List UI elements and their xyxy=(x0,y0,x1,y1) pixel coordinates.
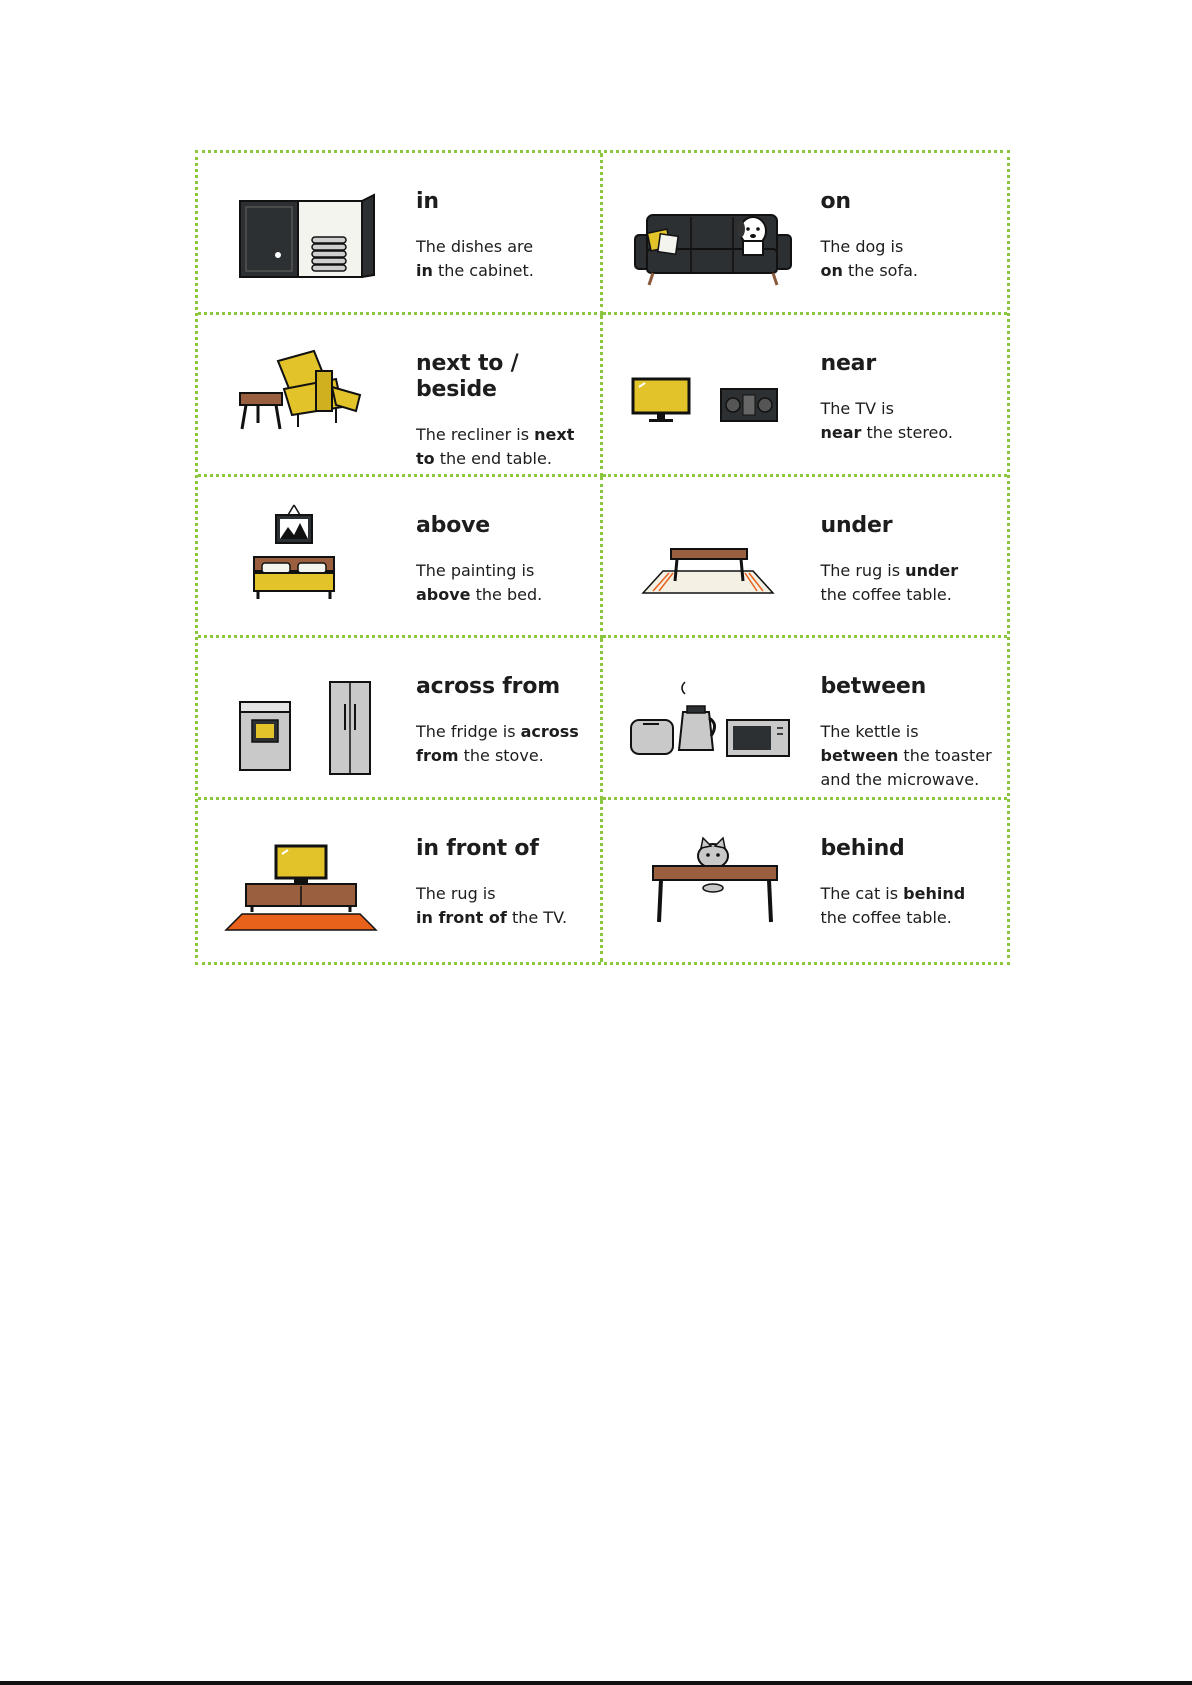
preposition-highlight: above xyxy=(416,584,471,604)
card-above xyxy=(198,477,603,639)
preposition-highlight: to xyxy=(416,448,435,468)
card-next-to xyxy=(198,315,603,477)
card-near xyxy=(603,315,1008,477)
card-illustration xyxy=(623,169,793,299)
sentence-text: The fridge is xyxy=(416,722,521,742)
card-sentence xyxy=(416,882,592,930)
preposition-highlight: behind xyxy=(903,884,966,904)
sentence-text: The painting is xyxy=(416,560,535,580)
prepositions-card-grid xyxy=(195,150,1010,965)
card-illustration xyxy=(623,493,793,623)
toaster-kettle-microwave-icon xyxy=(623,654,793,784)
preposition-highlight: from xyxy=(416,746,459,766)
card-text xyxy=(821,836,1000,930)
sentence-text: The recliner is xyxy=(416,424,535,444)
sentence-text: The TV is xyxy=(820,398,894,418)
card-text xyxy=(416,189,592,283)
card-title: under xyxy=(820,512,893,538)
card-illustration xyxy=(218,493,388,623)
sentence-text: The rug is xyxy=(416,884,496,904)
card-sentence xyxy=(821,882,1000,930)
card-behind xyxy=(603,800,1008,962)
preposition-highlight: across xyxy=(520,722,579,742)
card-text xyxy=(821,189,1000,283)
preposition-highlight: next xyxy=(534,424,575,444)
tv-and-stereo-icon xyxy=(623,331,793,461)
sentence-text: The dishes are xyxy=(416,237,534,256)
card-illustration xyxy=(623,331,793,461)
sentence-text: the end table. xyxy=(434,448,552,468)
card-sentence xyxy=(416,235,592,283)
card-title: next to / beside xyxy=(416,350,519,402)
card-sentence xyxy=(416,720,592,768)
sentence-text: the bed. xyxy=(470,584,543,604)
card-under xyxy=(603,477,1008,639)
page-bottom-rule xyxy=(0,1681,1192,1685)
cabinet-with-dishes-icon xyxy=(218,169,388,299)
sentence-text: the toaster xyxy=(898,746,992,766)
card-text xyxy=(416,674,592,768)
card-illustration xyxy=(218,169,388,299)
recliner-and-end-table-icon xyxy=(218,331,388,461)
sentence-text: and the microwave. xyxy=(820,770,980,790)
card-in xyxy=(198,153,603,315)
card-illustration xyxy=(218,654,388,784)
card-text xyxy=(416,513,592,607)
stove-and-fridge-icon xyxy=(218,654,388,784)
sentence-text: The dog is xyxy=(820,237,904,256)
sentence-text: the TV. xyxy=(506,908,568,928)
painting-above-bed-icon xyxy=(218,493,388,623)
dog-on-sofa-icon xyxy=(623,169,793,299)
card-text xyxy=(821,513,1000,607)
sentence-text: the stereo. xyxy=(861,422,953,442)
card-title: near xyxy=(820,350,876,376)
preposition-highlight: between xyxy=(820,746,899,766)
card-title: behind xyxy=(820,836,905,862)
card-text xyxy=(821,351,1000,445)
card-title: in front of xyxy=(416,836,539,862)
card-title: between xyxy=(820,674,927,700)
sentence-text: the coffee table. xyxy=(820,584,952,604)
cat-behind-coffee-table-icon xyxy=(623,816,793,946)
card-illustration xyxy=(218,816,388,946)
card-illustration xyxy=(218,331,388,461)
sentence-text: The kettle is xyxy=(820,722,919,742)
card-title: in xyxy=(416,189,439,214)
card-between xyxy=(603,638,1008,800)
sentence-text: the coffee table. xyxy=(820,908,952,928)
card-sentence xyxy=(821,559,1000,607)
sentence-text: The rug is xyxy=(820,560,906,580)
sentence-text: the stove. xyxy=(458,746,544,766)
card-across-from xyxy=(198,638,603,800)
card-sentence xyxy=(821,720,1000,792)
rug-in-front-of-tv-icon xyxy=(218,816,388,946)
card-sentence xyxy=(821,235,1000,283)
card-text xyxy=(416,836,592,930)
card-sentence xyxy=(416,423,592,471)
card-on xyxy=(603,153,1008,315)
card-sentence xyxy=(821,397,1000,445)
sentence-text: the cabinet. xyxy=(432,261,534,280)
rug-under-coffee-table-icon xyxy=(623,493,793,623)
card-title: above xyxy=(416,512,490,538)
preposition-highlight: under xyxy=(905,560,959,580)
card-text xyxy=(821,674,1000,792)
preposition-highlight: near xyxy=(820,422,862,442)
sentence-text: The cat is xyxy=(820,884,904,904)
card-illustration xyxy=(623,816,793,946)
preposition-highlight: in xyxy=(416,261,433,280)
preposition-highlight: on xyxy=(820,261,843,280)
card-title: on xyxy=(820,189,851,214)
card-title: across from xyxy=(416,674,560,700)
card-text xyxy=(416,351,592,471)
card-sentence xyxy=(416,559,592,607)
card-in-front-of xyxy=(198,800,603,962)
sentence-text: the sofa. xyxy=(842,261,918,280)
preposition-highlight: in front of xyxy=(416,908,507,928)
card-illustration xyxy=(623,654,793,784)
